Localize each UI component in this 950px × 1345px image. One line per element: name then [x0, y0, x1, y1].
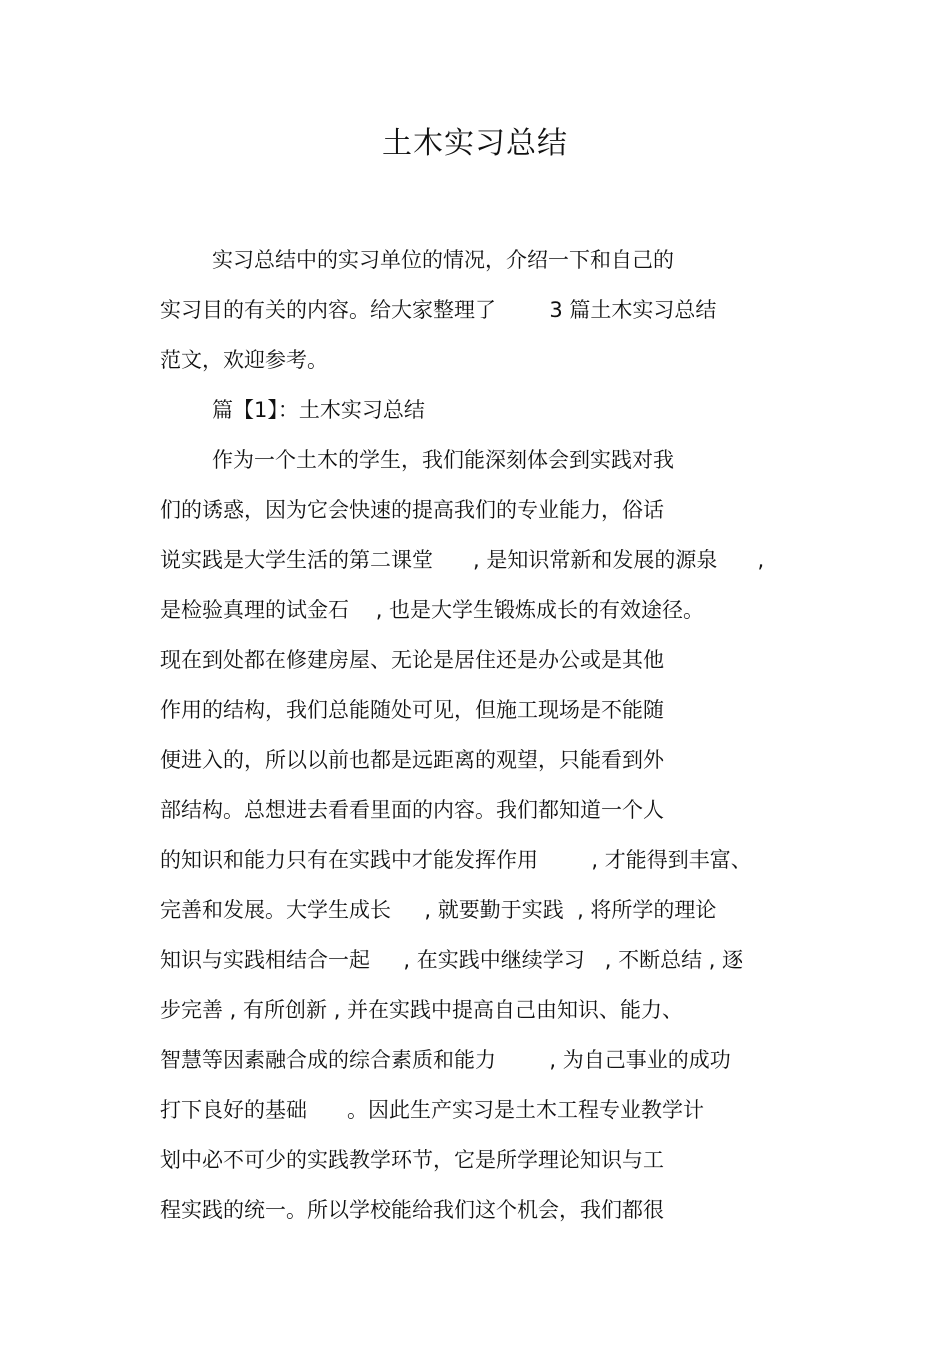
- document-title: 土木实习总结: [382, 126, 568, 161]
- paragraph-line: 部结构。总想进去看看里面的内容。我们都知道一个人: [160, 798, 664, 822]
- paragraph-line: 程实践的统一。所以学校能给我们这个机会，我们都很: [160, 1198, 664, 1222]
- paragraph-line: 实习目的有关的内容。给大家整理了 3 篇土木实习总结: [160, 298, 717, 322]
- paragraph-line: 步完善 , 有所创新 , 并在实践中提高自己由知识、能力、: [160, 998, 684, 1022]
- paragraph-line: 实习总结中的实习单位的情况，介绍一下和自己的: [212, 248, 674, 272]
- paragraph-line: 打下良好的基础 。因此生产实习是土木工程专业教学计: [160, 1098, 705, 1122]
- paragraph-line: 作用的结构，我们总能随处可见，但施工现场是不能随: [160, 698, 664, 722]
- paragraph-line: 范文，欢迎参考。: [160, 348, 328, 372]
- paragraph-line: 说实践是大学生活的第二课堂 , 是知识常新和发展的源泉 ,: [160, 548, 765, 572]
- section-heading: 篇【1】：土木实习总结: [212, 398, 425, 422]
- paragraph-line: 便进入的，所以以前也都是远距离的观望，只能看到外: [160, 748, 664, 772]
- paragraph-line: 完善和发展。大学生成长 , 就要勤于实践 , 将所学的理论: [160, 898, 717, 922]
- paragraph-line: 划中必不可少的实践教学环节，它是所学理论知识与工: [160, 1148, 664, 1172]
- paragraph-line: 智慧等因素融合成的综合素质和能力 , 为自己事业的成功: [160, 1048, 731, 1072]
- paragraph-line: 的知识和能力只有在实践中才能发挥作用 , 才能得到丰富、: [160, 848, 752, 872]
- paragraph-line: 知识与实践相结合一起 , 在实践中继续学习 , 不断总结 , 逐: [160, 948, 744, 972]
- paragraph-line: 现在到处都在修建房屋、无论是居住还是办公或是其他: [160, 648, 664, 672]
- paragraph-line: 作为一个土木的学生，我们能深刻体会到实践对我: [212, 448, 674, 472]
- paragraph-line: 是检验真理的试金石 , 也是大学生锻炼成长的有效途径。: [160, 598, 705, 622]
- paragraph-line: 们的诱惑，因为它会快速的提高我们的专业能力，俗话: [160, 498, 664, 522]
